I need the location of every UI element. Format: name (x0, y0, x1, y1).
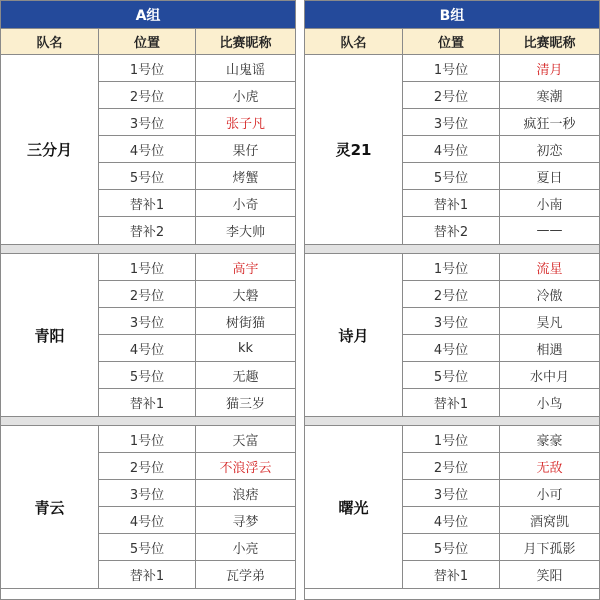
player-position: 5号位 (99, 362, 196, 388)
player-row (99, 281, 295, 308)
player-row (99, 109, 295, 136)
group-title: A组 (1, 1, 295, 29)
player-position: 2号位 (403, 453, 500, 479)
player-row (99, 82, 295, 109)
player-position: 替补1 (403, 190, 500, 216)
team-name: 青阳 (1, 254, 99, 416)
player-position: 1号位 (99, 254, 196, 280)
column-header-nickname: 比赛昵称 (219, 36, 272, 51)
player-position: 1号位 (403, 426, 500, 452)
team-separator (1, 245, 295, 254)
player-position: 3号位 (403, 480, 500, 506)
player-row (403, 534, 599, 561)
player-row (99, 453, 295, 480)
player-row (403, 163, 599, 190)
player-rows (99, 426, 295, 588)
player-position: 4号位 (99, 335, 196, 361)
player-row (403, 389, 599, 416)
player-row (403, 254, 599, 281)
player-nickname: 笑阳 (536, 569, 563, 584)
player-nickname: 小亮 (232, 541, 259, 557)
player-position: 5号位 (403, 362, 500, 388)
player-row (99, 426, 295, 453)
player-row (99, 561, 295, 588)
player-row (403, 136, 599, 163)
team-block (1, 254, 295, 417)
team-block (1, 426, 295, 589)
team-separator (1, 417, 295, 426)
player-position: 4号位 (99, 136, 196, 162)
player-nickname: 寒潮 (536, 89, 563, 105)
player-position: 3号位 (403, 109, 500, 135)
team-name: 三分月 (1, 55, 99, 244)
player-position: 2号位 (99, 453, 196, 479)
player-nickname: —— (536, 223, 563, 238)
player-nickname: 猫三岁 (225, 397, 265, 412)
player-nickname: 浪痞 (232, 487, 259, 503)
player-nickname: 小可 (536, 487, 563, 503)
player-row (99, 534, 295, 561)
player-row (99, 507, 295, 534)
player-position: 3号位 (99, 109, 196, 135)
player-row (403, 480, 599, 507)
player-position: 替补2 (403, 217, 500, 244)
player-nickname: 烤蟹 (232, 170, 259, 186)
player-row (403, 335, 599, 362)
player-nickname: 小奇 (232, 197, 259, 213)
player-position: 5号位 (99, 163, 196, 189)
team-name: 曙光 (305, 426, 403, 588)
team-separator (305, 417, 599, 426)
group-title: B组 (305, 1, 599, 29)
player-position: 替补1 (403, 561, 500, 588)
player-nickname: 酒窝凯 (529, 514, 569, 530)
player-position: 替补1 (403, 389, 500, 416)
player-position: 2号位 (99, 281, 196, 307)
player-nickname: 流星 (536, 261, 563, 277)
player-nickname: 树街猫 (225, 315, 265, 331)
column-header-team: 队名 (1, 29, 99, 54)
player-position: 替补2 (99, 217, 196, 244)
group-b-table (304, 0, 600, 600)
player-nickname: 山鬼谣 (225, 62, 265, 78)
player-row (403, 190, 599, 217)
player-row (403, 426, 599, 453)
player-row (403, 109, 599, 136)
player-row (99, 163, 295, 190)
player-row (99, 254, 295, 281)
player-rows (403, 254, 599, 416)
player-row (99, 308, 295, 335)
player-position: 1号位 (403, 55, 500, 81)
player-nickname: 昊凡 (536, 315, 563, 331)
player-row (403, 453, 599, 480)
player-row (99, 480, 295, 507)
player-row (99, 389, 295, 416)
player-nickname: 相遇 (536, 342, 563, 358)
player-nickname: 天富 (232, 433, 259, 449)
team-name: 青云 (1, 426, 99, 588)
player-nickname: 夏日 (536, 170, 563, 186)
player-position: 替补1 (99, 389, 196, 416)
player-row (99, 190, 295, 217)
player-nickname: 冷傲 (536, 288, 563, 304)
column-header-nickname: 比赛昵称 (523, 36, 576, 51)
player-position: 5号位 (403, 534, 500, 560)
player-row (403, 362, 599, 389)
player-rows (403, 55, 599, 244)
player-row (403, 281, 599, 308)
player-position: 2号位 (403, 82, 500, 108)
player-nickname: 无敌 (536, 460, 563, 476)
player-position: 2号位 (99, 82, 196, 108)
player-position: 2号位 (403, 281, 500, 307)
column-header-position: 位置 (99, 29, 196, 54)
player-nickname: 无趣 (232, 369, 259, 385)
player-position: 4号位 (403, 335, 500, 361)
team-block (305, 55, 599, 245)
player-nickname: 小鸟 (536, 397, 563, 412)
player-row (403, 82, 599, 109)
player-position: 5号位 (403, 163, 500, 189)
player-row (99, 217, 295, 244)
player-rows (99, 254, 295, 416)
player-position: 3号位 (403, 308, 500, 334)
player-position: 5号位 (99, 534, 196, 560)
player-position: 3号位 (99, 480, 196, 506)
player-nickname: 张子凡 (225, 116, 265, 132)
player-row (99, 362, 295, 389)
player-row (99, 55, 295, 82)
player-position: 1号位 (99, 426, 196, 452)
team-separator (305, 245, 599, 254)
team-block (1, 55, 295, 245)
player-row (403, 308, 599, 335)
player-nickname: 大磐 (232, 288, 259, 304)
player-nickname: 高宇 (232, 261, 259, 277)
team-block (305, 426, 599, 589)
player-nickname: 清月 (536, 62, 563, 78)
player-row (403, 507, 599, 534)
player-nickname: 寻梦 (232, 514, 259, 530)
team-name: 灵21 (305, 55, 403, 244)
player-position: 3号位 (99, 308, 196, 334)
player-position: 4号位 (99, 507, 196, 533)
player-rows (403, 426, 599, 588)
player-nickname: 水中月 (529, 369, 569, 385)
column-header-position: 位置 (403, 29, 500, 54)
team-block (305, 254, 599, 417)
column-header-row (305, 29, 599, 55)
player-nickname: 疯狂一秒 (523, 116, 576, 132)
player-position: 4号位 (403, 136, 500, 162)
player-position: 替补1 (99, 190, 196, 216)
column-header-team: 队名 (305, 29, 403, 54)
player-rows (99, 55, 295, 244)
team-name: 诗月 (305, 254, 403, 416)
player-position: 4号位 (403, 507, 500, 533)
player-nickname: 月下孤影 (523, 541, 576, 557)
player-nickname: 豪豪 (536, 433, 563, 449)
player-position: 替补1 (99, 561, 196, 588)
player-nickname: 不浪浮云 (219, 460, 272, 476)
player-row (99, 335, 295, 362)
player-nickname: 瓦学弟 (225, 569, 265, 584)
player-row (99, 136, 295, 163)
player-nickname: 李大帅 (225, 225, 265, 240)
player-nickname: kk (237, 340, 254, 356)
player-row (403, 55, 599, 82)
player-nickname: 初恋 (536, 143, 563, 159)
group-a-table (0, 0, 296, 600)
player-nickname: 果仔 (232, 143, 259, 159)
player-nickname: 小南 (536, 197, 563, 213)
player-nickname: 小虎 (232, 89, 259, 105)
player-row (403, 217, 599, 244)
player-position: 1号位 (403, 254, 500, 280)
column-header-row (1, 29, 295, 55)
player-row (403, 561, 599, 588)
player-position: 1号位 (99, 55, 196, 81)
